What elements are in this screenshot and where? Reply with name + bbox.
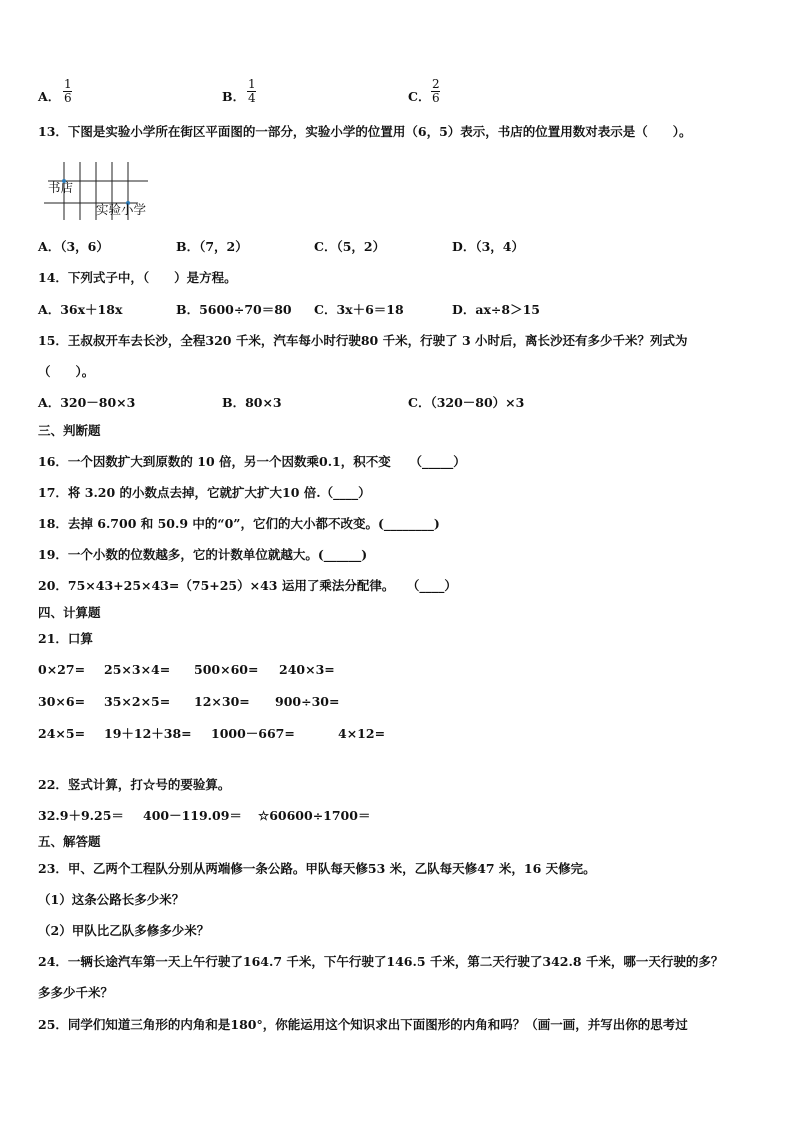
q13-option-c: C．（5，2） [314,239,386,254]
fraction [62,78,74,105]
street-map [38,156,168,226]
q21-cell: 35×2×5= [104,694,171,709]
q21-cell: 4×12= [338,726,386,741]
q23-sub1: （1）这条公路长多少米？ [38,892,185,907]
q22-item: ☆60600÷1700＝ [258,808,371,823]
q21-cell: 19＋12＋38= [104,726,192,741]
q15-option-a: A．320－80×3 [38,395,136,410]
q20: 20．75×43+25×43=（75+25）×43 运用了乘法分配律。 （____） [38,578,457,593]
section-heading-judgement: 三、判断题 [38,423,101,438]
q17: 17．将 3.20 的小数点去掉，它就扩大扩大10 倍.（____） [38,485,371,500]
q24-line2: 多多少千米？ [38,985,114,1000]
q19: 19．一个小数的位数越多，它的计数单位就越大。(______) [38,547,368,562]
q14-option-c: C．3x＋6＝18 [314,302,404,317]
q15-option-c: C．（320－80）×3 [408,395,525,410]
option-letter: C． [408,89,431,104]
q21-cell: 240×3= [279,662,335,677]
q22-title: 22．竖式计算，打☆号的要验算。 [38,777,231,792]
denominator: 6 [64,91,72,105]
option-letter: A． [38,89,61,104]
option-letter: B． [222,89,246,104]
q13-option-d: D．（3，4） [452,239,524,254]
q21-cell: 25×3×4= [104,662,171,677]
denominator: 4 [248,91,256,105]
q15-option-b: B．80×3 [222,395,282,410]
fraction [246,78,258,105]
denominator: 6 [432,91,440,105]
q21-cell: 24×5= [38,726,86,741]
q15-stem-line2: （ ）。 [38,364,95,379]
q14-option-a: A．36x＋18x [38,302,123,317]
q23-stem: 23．甲、乙两个工程队分别从两端修一条公路。甲队每天修53 米，乙队每天修47 米，16 天修完。 [38,861,596,876]
map-label-school: 实验小学 [96,202,147,217]
q24-line1: 24．一辆长途汽车第一天上午行驶了164.7 千米，下午行驶了146.5 千米，第二天行驶了342.8 千米，哪一天行驶的多？ [38,954,724,969]
numerator: 1 [64,77,72,91]
q14-option-b: B．5600÷70＝80 [176,302,292,317]
q16: 16．一个因数扩大到原数的 10 倍，另一个因数乘0.1，积不变 （_____） [38,454,466,469]
q14-option-d: D．ax÷8＞15 [452,302,540,317]
q21-cell: 30×6= [38,694,86,709]
q21-cell: 1000－667= [211,726,295,741]
q21-cell: 12×30= [194,694,250,709]
q21-cell: 0×27= [38,662,86,677]
q13-stem: 13．下图是实验小学所在街区平面图的一部分，实验小学的位置用（6，5）表示，书店的位置用数对表示是（ ）。 [38,124,692,139]
q21-cell: 900÷30= [275,694,340,709]
section-heading-calculation: 四、计算题 [38,605,101,620]
q18: 18．去掉 6.700 和 50.9 中的“0”，它们的大小都不改变。(________) [38,516,440,531]
q14-stem: 14．下列式子中，（ ）是方程。 [38,270,237,285]
fraction [430,78,442,105]
numerator: 2 [432,77,440,91]
q23-sub2: （2）甲队比乙队多修多少米？ [38,923,210,938]
section-heading-word-problems: 五、解答题 [38,834,101,849]
q15-stem-line1: 15．王叔叔开车去长沙，全程320 千米，汽车每小时行驶80 千米，行驶了 3 小时后，离长沙还有多少千米？列式为 [38,333,688,348]
map-label-bookstore: 书店 [48,180,74,195]
q22-item: 32.9＋9.25＝ [38,808,124,823]
q13-option-b: B．（7，2） [176,239,248,254]
q22-item: 400－119.09＝ [143,808,242,823]
q13-option-a: A．（3，6） [38,239,109,254]
q21-title: 21．口算 [38,631,93,646]
q25-line1: 25．同学们知道三角形的内角和是180°，你能运用这个知识求出下面图形的内角和吗？（画一画，并写出你的思考过 [38,1017,688,1032]
numerator: 1 [248,77,256,91]
q21-cell: 500×60= [194,662,259,677]
